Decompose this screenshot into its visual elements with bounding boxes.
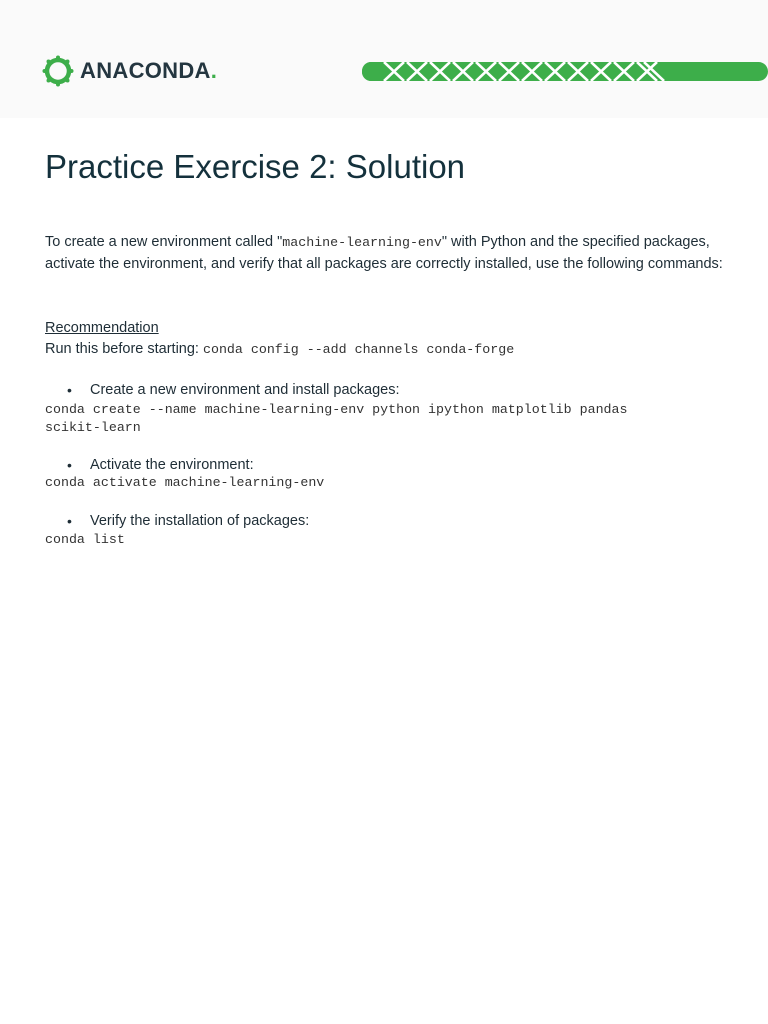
logo-wordmark: ANACONDA (80, 58, 211, 83)
intro-paragraph (45, 232, 725, 274)
page-title: Practice Exercise 2: Solution (45, 148, 466, 185)
step-verify-item (67, 511, 309, 531)
recommendation-label: Run this before starting: (45, 341, 203, 357)
recommendation-command: conda config --add channels conda-forge (202, 342, 515, 357)
bullet-icon: • (67, 382, 72, 398)
intro-text-start: To create a new environment called " (45, 234, 283, 250)
recommendation-heading: Recommendation (45, 320, 159, 336)
anaconda-logo (42, 55, 217, 87)
step-verify-code: conda list (45, 532, 125, 547)
step-create-code: conda create --name machine-learning-env python ipython matplotlib pandas scikit-learn (45, 402, 628, 435)
step-activate-item (67, 455, 254, 475)
decorative-stripe (362, 62, 768, 81)
bullet-icon: • (67, 513, 72, 529)
step-activate-code: conda activate machine-learning-env (45, 475, 325, 490)
step-verify-label: Verify the installation of packages: (90, 513, 310, 529)
anaconda-ring-icon (42, 55, 74, 87)
bullet-icon: • (67, 457, 72, 473)
step-activate-label: Activate the environment: (90, 457, 254, 473)
page-header (0, 0, 768, 118)
step-create-item (67, 380, 400, 400)
logo-dot: . (210, 58, 217, 83)
recommendation-line (45, 339, 514, 361)
intro-text-end: " with Python and the specified packages, activate the environment, and verify that all packages are correctly installed, use the following commands: (45, 234, 723, 272)
env-name-code: machine-learning-env (282, 235, 442, 250)
step-create-label: Create a new environment and install packages: (90, 382, 400, 398)
